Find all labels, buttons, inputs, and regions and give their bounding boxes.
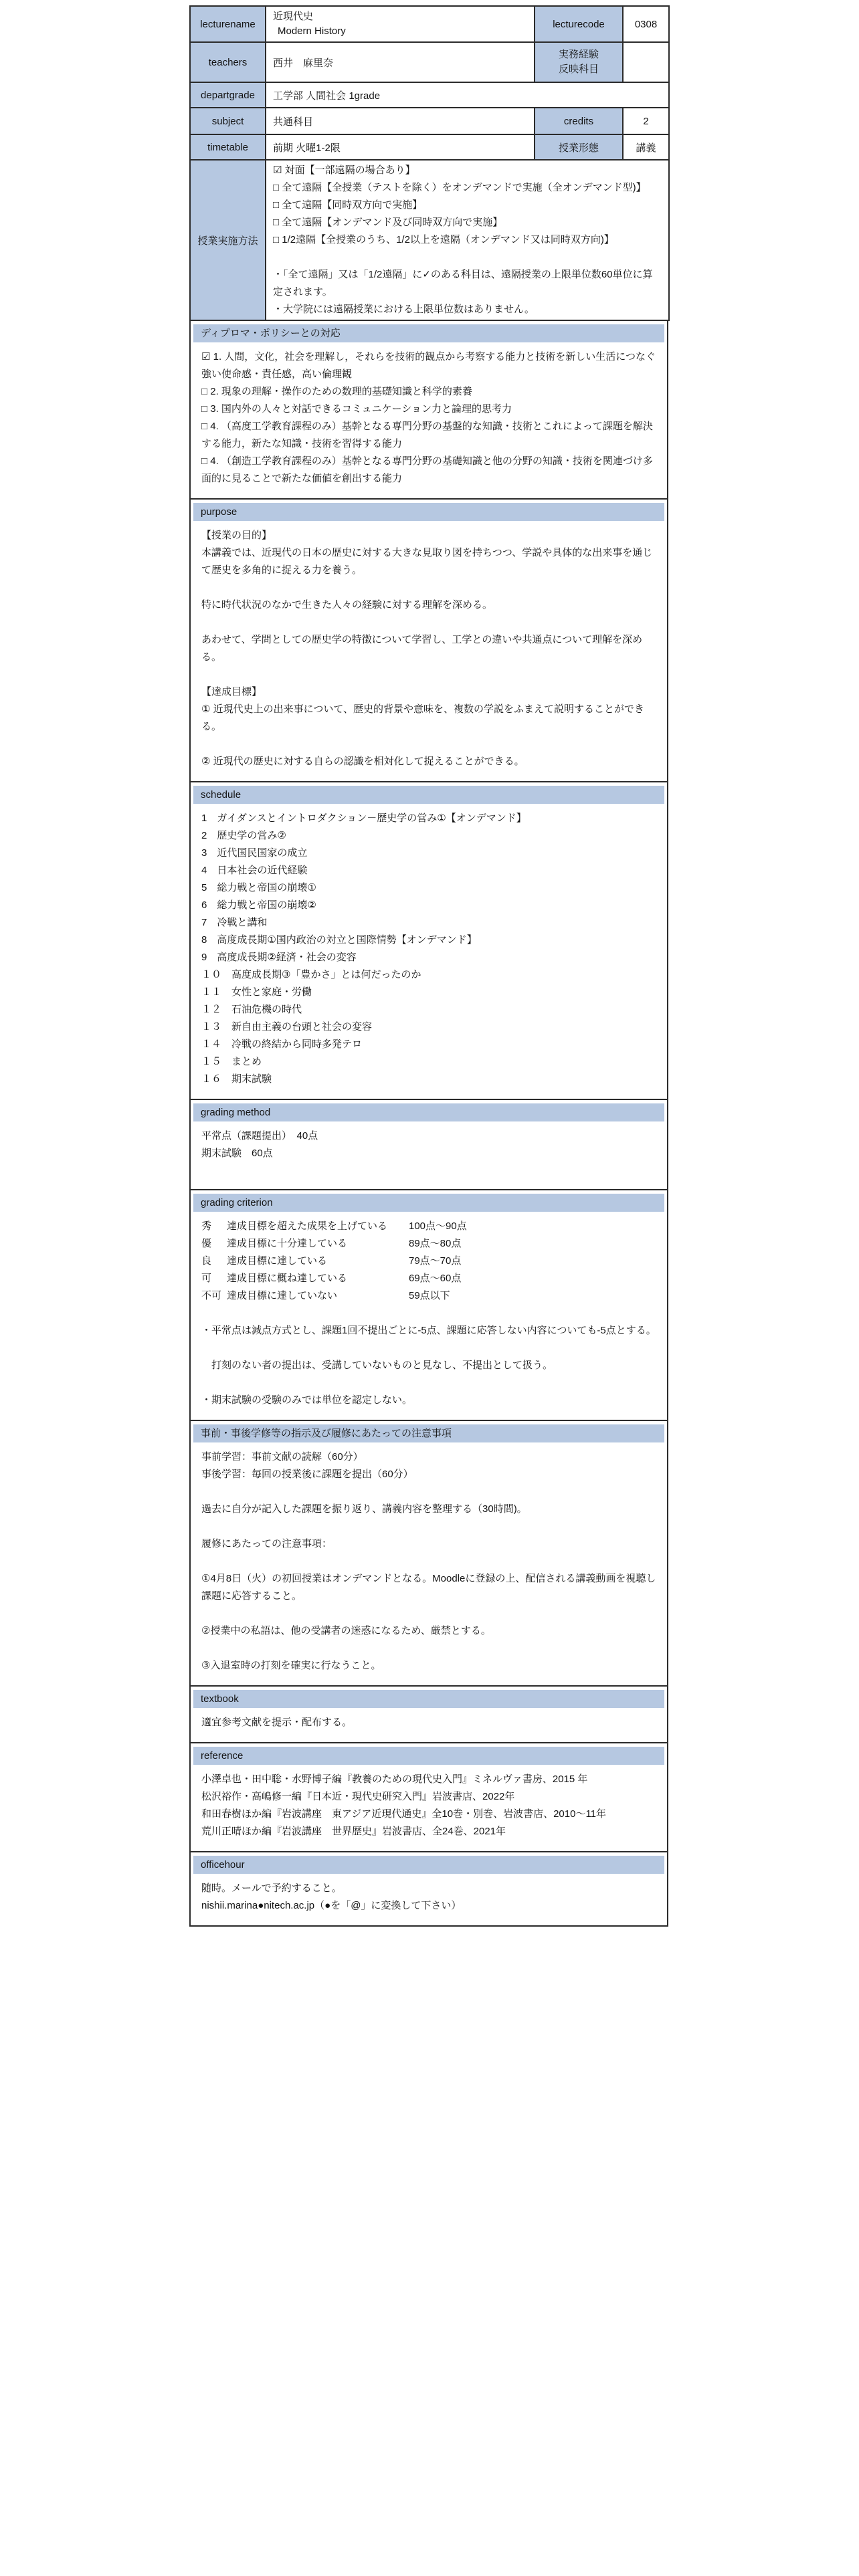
- purpose-line: ① 近現代史上の出来事について、歴史的背景や意味を、複数の学説をふまえて説明することができる。: [201, 704, 645, 732]
- reference-content: [191, 1768, 667, 1851]
- spacer-line: [201, 1483, 656, 1501]
- notice-line: ①4月8日（火）の初回授業はオンデマンドとなる。Moodleに登録の上、配信される講義動画を視聴し課題に応答すること。: [201, 1573, 656, 1602]
- notice-line: 事後学習：毎回の授業後に課題を提出（60分）: [201, 1469, 413, 1480]
- section-schedule: [189, 781, 668, 1100]
- officehour-line: 随時。メールで予約すること。: [201, 1883, 342, 1894]
- section-title-textbook: textbook: [193, 1690, 664, 1708]
- credits-value: 2: [623, 108, 669, 134]
- spacer-line: [201, 736, 656, 753]
- practical-label-line2: 反映科目: [558, 64, 599, 75]
- diploma-item: □ 4. （高度工学教育課程のみ）基幹となる専門分野の基盤的な知識・技術とこれによって課題を解決する能力，新たな知識・技術を習得する能力: [201, 421, 653, 449]
- spacer-line: [201, 1640, 656, 1657]
- spacer-line: [201, 614, 656, 631]
- method-note: ・大学院には遠隔授業における上限単位数はありません。: [273, 304, 535, 315]
- method-option: □ 全て遠隔【同時双方向で実施】: [273, 199, 423, 211]
- lecturecode-label: lecturecode: [535, 6, 623, 42]
- officehour-email: nishii.marina●nitech.ac.jp（●を「@」に変換して下さい）: [201, 1900, 462, 1911]
- practical-experience-label: [535, 42, 623, 82]
- purpose-line: 本講義では、近現代の日本の歴史に対する大きな見取り図を持ちつつ、学説や具体的な出来事を通じて歴史を多角的に捉える力を養う。: [201, 547, 653, 576]
- section-officehour: [189, 1851, 668, 1927]
- schedule-item: １４ 冷戦の終結から同時多発テロ: [201, 1039, 363, 1050]
- spacer-line: [201, 1553, 656, 1570]
- table-row: [190, 82, 669, 108]
- section-title-grading-method: grading method: [193, 1103, 664, 1121]
- notice-line: ③入退室時の打刻を確実に行なうこと。: [201, 1660, 381, 1671]
- purpose-line: 【達成目標】: [201, 686, 262, 697]
- criterion-score: 59点以下: [409, 1290, 450, 1301]
- notice-line: 履修にあたっての注意事項：: [201, 1538, 332, 1549]
- table-row: [190, 160, 669, 320]
- reference-line: 和田春樹ほか編『岩波講座 東アジア近現代通史』全10巻・別巻、岩波書店、2010～11年: [201, 1808, 607, 1820]
- section-title-officehour: officehour: [193, 1856, 664, 1874]
- grading-method-line: 平常点（課題提出） 40点: [201, 1130, 318, 1142]
- criterion-desc: 達成目標に達していない: [227, 1290, 338, 1301]
- schedule-item: 3 近代国民国家の成立: [201, 847, 308, 859]
- section-purpose: [189, 498, 668, 782]
- purpose-line: あわせて、学問としての歴史学の特徴について学習し、工学との違いや共通点について理解を深める。: [201, 634, 643, 663]
- spacer-line: [201, 1339, 656, 1357]
- course-info-table: [189, 5, 670, 321]
- criterion-desc: 達成目標に概ね達している: [227, 1273, 348, 1284]
- criterion-note: 打刻のない者の提出は、受講していないものと見なし、不提出として扱う。: [201, 1360, 553, 1371]
- credits-label: credits: [535, 108, 623, 134]
- schedule-item: 5 総力戦と帝国の崩壊①: [201, 882, 316, 893]
- departgrade-value: 工学部 人間社会 1grade: [266, 82, 669, 108]
- study-notice-content: [191, 1446, 667, 1685]
- grading-criterion-content: [191, 1215, 667, 1420]
- criterion-grade: 可: [201, 1273, 212, 1284]
- criterion-grade: 不可: [201, 1290, 222, 1301]
- grading-method-content: [191, 1125, 667, 1189]
- spacer-line: [201, 1518, 656, 1535]
- textbook-content: [191, 1711, 667, 1742]
- purpose-line: 特に時代状況のなかで生きた人々の経験に対する理解を深める。: [201, 599, 493, 611]
- method-option: □ 1/2遠隔【全授業のうち、1/2以上を遠隔（オンデマンド又は同時双方向)】: [273, 234, 614, 245]
- schedule-item: 4 日本社会の近代経験: [201, 865, 308, 876]
- teachers-value: 西井 麻里奈: [266, 42, 535, 82]
- lecture-form-value: 講義: [623, 134, 669, 160]
- notice-line: 過去に自分が記入した課題を振り返り、講義内容を整理する（30時間)。: [201, 1503, 527, 1515]
- practical-experience-value: [623, 42, 669, 82]
- criterion-score: 79点～70点: [409, 1255, 462, 1267]
- method-option: □ 全て遠隔【オンデマンド及び同時双方向で実施】: [273, 217, 503, 228]
- criterion-grade: 良: [201, 1255, 212, 1267]
- reference-line: 荒川正晴ほか編『岩波講座 世界歴史』岩波書店、全24巻、2021年: [201, 1826, 506, 1837]
- practical-label-line1: 実務経験: [558, 49, 599, 60]
- subject-value: 共通科目: [266, 108, 535, 134]
- method-option: □ 全て遠隔【全授業（テストを除く）をオンデマンドで実施（全オンデマンド型)】: [273, 182, 646, 193]
- section-title-purpose: purpose: [193, 503, 664, 521]
- table-row: [190, 134, 669, 160]
- purpose-content: [191, 524, 667, 781]
- section-title-grading-criterion: grading criterion: [193, 1194, 664, 1212]
- schedule-content: [191, 807, 667, 1099]
- criterion-row: [201, 1270, 656, 1287]
- schedule-item: １６ 期末試験: [201, 1073, 272, 1085]
- schedule-item: １１ 女性と家庭・労働: [201, 986, 312, 998]
- method-note: ・「全て遠隔」又は「1/2遠隔」に✓のある科目は、遠隔授業の上限単位数60単位に算定されます。: [273, 269, 653, 298]
- criterion-score: 100点～90点: [409, 1220, 467, 1232]
- schedule-item: １５ まとめ: [201, 1056, 262, 1067]
- section-study-notice: [189, 1420, 668, 1687]
- schedule-item: 1 ガイダンスとイントロダクション－歴史学の営み①【オンデマンド】: [201, 813, 527, 824]
- purpose-line: 【授業の目的】: [201, 530, 272, 541]
- criterion-desc: 達成目標に達している: [227, 1255, 328, 1267]
- spacer-line: [201, 1374, 656, 1392]
- table-row: [190, 108, 669, 134]
- spacer-line: [201, 1605, 656, 1622]
- lecturename-label: lecturename: [190, 6, 266, 42]
- section-grading-method: [189, 1099, 668, 1190]
- spacer-line: [201, 666, 656, 683]
- diploma-item: □ 4. （創造工学教育課程のみ）基幹となる専門分野の基礎知識と他の分野の知識・技術を関連づけ多面的に見ることで新たな価値を創出する能力: [201, 455, 653, 484]
- section-textbook: [189, 1685, 668, 1743]
- criterion-row: [201, 1287, 656, 1305]
- criterion-score: 69点～60点: [409, 1273, 462, 1284]
- schedule-item: １０ 高度成長期③「豊かさ」とは何だったのか: [201, 969, 421, 980]
- purpose-line: ② 近現代の歴史に対する自らの認識を相対化して捉えることができる。: [201, 756, 524, 767]
- lecture-form-label: 授業形態: [535, 134, 623, 160]
- criterion-score: 89点～80点: [409, 1238, 462, 1249]
- criterion-row: [201, 1235, 656, 1253]
- section-diploma-policy: [189, 320, 668, 500]
- schedule-item: 2 歴史学の営み②: [201, 830, 286, 841]
- spacer-line: [273, 249, 662, 266]
- schedule-item: 7 冷戦と講和: [201, 917, 268, 928]
- section-reference: [189, 1742, 668, 1852]
- timetable-value: 前期 火曜1-2限: [266, 134, 535, 160]
- criterion-grade: 優: [201, 1238, 212, 1249]
- criterion-note: ・平常点は減点方式とし、課題1回不提出ごとに-5点、課題に応答しない内容についても-5点とする。: [201, 1325, 656, 1336]
- method-label: 授業実施方法: [190, 160, 266, 320]
- section-title-study-notice: 事前・事後学修等の指示及び履修にあたっての注意事項: [193, 1424, 664, 1442]
- schedule-item: 6 総力戦と帝国の崩壊②: [201, 899, 316, 911]
- officehour-content: [191, 1877, 667, 1925]
- departgrade-label: departgrade: [190, 82, 266, 108]
- syllabus-page: [189, 5, 668, 1927]
- table-row: [190, 42, 669, 82]
- criterion-row: [201, 1218, 656, 1235]
- lecturename-en: Modern History: [278, 25, 346, 37]
- method-option-checked: ☑ 対面【一部遠隔の場合あり】: [273, 165, 415, 176]
- schedule-item: 9 高度成長期②経済・社会の変容: [201, 952, 357, 963]
- reference-line: 松沢裕作・高嶋修一編『日本近・現代史研究入門』岩波書店、2022年: [201, 1791, 515, 1802]
- section-title-reference: reference: [193, 1747, 664, 1765]
- criterion-note: ・期末試験の受験のみでは単位を認定しない。: [201, 1394, 413, 1406]
- notice-line: 事前学習：事前文献の読解（60分）: [201, 1451, 363, 1463]
- spacer-line: [201, 579, 656, 597]
- method-content: [266, 160, 669, 320]
- criterion-grade: 秀: [201, 1220, 212, 1232]
- diploma-policy-content: [191, 346, 667, 498]
- diploma-item: ☑ 1. 人間，文化，社会を理解し，それらを技術的観点から考察する能力と技術を新しい生活につなぐ強い使命感・責任感，高い倫理観: [201, 351, 656, 380]
- criterion-row: [201, 1253, 656, 1270]
- diploma-item: □ 2. 現象の理解・操作のための数理的基礎知識と科学的素養: [201, 386, 472, 397]
- lecturecode-value: 0308: [623, 6, 669, 42]
- lecturename-ja: 近現代史: [273, 11, 314, 22]
- schedule-item: 8 高度成長期①国内政治の対立と国際情勢【オンデマンド】: [201, 934, 477, 946]
- timetable-label: timetable: [190, 134, 266, 160]
- subject-label: subject: [190, 108, 266, 134]
- section-title-diploma-policy: ディプロマ・ポリシーとの対応: [193, 324, 664, 342]
- table-row: [190, 6, 669, 42]
- criterion-desc: 達成目標に十分達している: [227, 1238, 348, 1249]
- lecturename-value: [266, 6, 535, 42]
- section-grading-criterion: [189, 1189, 668, 1421]
- notice-line: ②授業中の私語は、他の受講者の迷惑になるため、厳禁とする。: [201, 1625, 491, 1636]
- schedule-item: １２ 石油危機の時代: [201, 1004, 302, 1015]
- diploma-item: □ 3. 国内外の人々と対話できるコミュニケーション力と論理的思考力: [201, 403, 512, 415]
- textbook-line: 適宜参考文献を提示・配布する。: [201, 1717, 353, 1728]
- reference-line: 小澤卓也・田中聡・水野博子編『教養のための現代史入門』ミネルヴァ書房、2015 年: [201, 1774, 588, 1785]
- grading-method-line: 期末試験 60点: [201, 1148, 273, 1159]
- spacer-line: [201, 1305, 656, 1322]
- section-title-schedule: schedule: [193, 786, 664, 804]
- schedule-item: １３ 新自由主義の台頭と社会の変容: [201, 1021, 373, 1033]
- criterion-desc: 達成目標を超えた成果を上げている: [227, 1220, 388, 1232]
- teachers-label: teachers: [190, 42, 266, 82]
